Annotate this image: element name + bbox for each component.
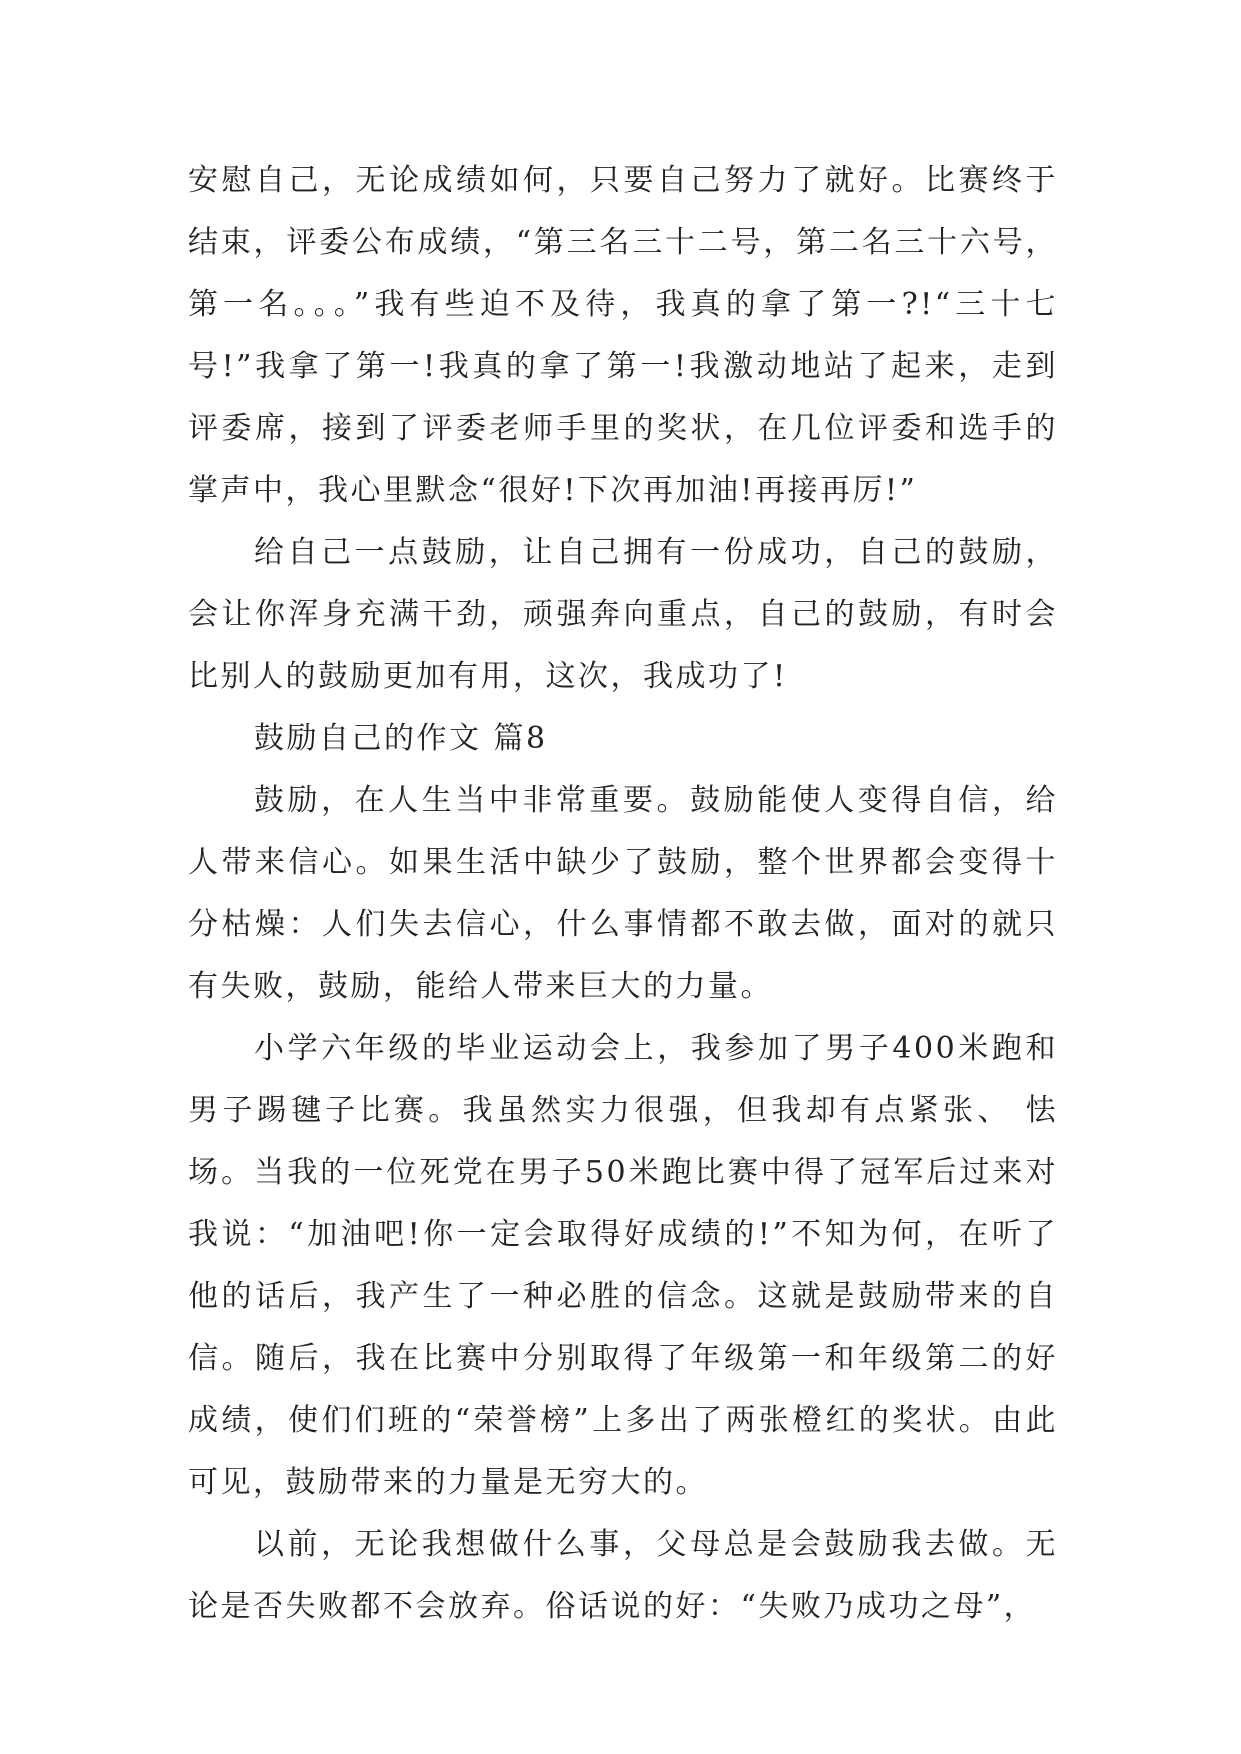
paragraph-encouragement-reflection: 给自己一点鼓励，让自己拥有一份成功，自己的鼓励，会让你浑身充满干劲，顽强奔向重点，自己的鼓励，有时会比别人的鼓励更加有用，这次，我成功了! [188,535,1058,694]
document-body [188,150,1058,1638]
paragraph-parents-encouragement: 以前，无论我想做什么事，父母总是会鼓励我去做。无论是否失败都不会放弃。俗话说的好：“失败乃成功之母”， [188,1527,1058,1624]
paragraph-sports-meet: 小学六年级的毕业运动会上，我参加了男子400米跑和男子踢毽子比赛。我虽然实力很强，但我却有点紧张、 怯场。当我的一位死党在男子50米跑比赛中得了冠军后过来对我说：“加油吧!你一定会取得好成绩的!”不知为何，在听了他的话后，我产生了一种必胜的信念。这就是鼓励带来的自信。随后，我在比赛中分别取得了年级第一和年级第二的好成绩，使们们班的“荣誉榜”上多出了两张橙红的奖状。由此可见，鼓励带来的力量是无穷大的。 [188,1031,1058,1500]
paragraph-importance-of-encouragement: 鼓励，在人生当中非常重要。鼓励能使人变得自信，给人带来信心。如果生活中缺少了鼓励，整个世界都会变得十分枯燥：人们失去信心，什么事情都不敢去做，面对的就只有失败，鼓励，能给人带来巨大的力量。 [188,783,1058,1004]
section-heading: 鼓励自己的作文 篇8 [254,721,548,756]
paragraph-continued: 安慰自己，无论成绩如何，只要自己努力了就好。比赛终于结束，评委公布成绩，“第三名三十二号，第二名三十六号，第一名。。。”我有些迫不及待，我真的拿了第一?!“三十七号!”我拿了第一!我真的拿了第一!我激动地站了起来，走到评委席，接到了评委老师手里的奖状，在几位评委和选手的掌声中，我心里默念“很好!下次再加油!再接再厉!” [188,163,1058,508]
